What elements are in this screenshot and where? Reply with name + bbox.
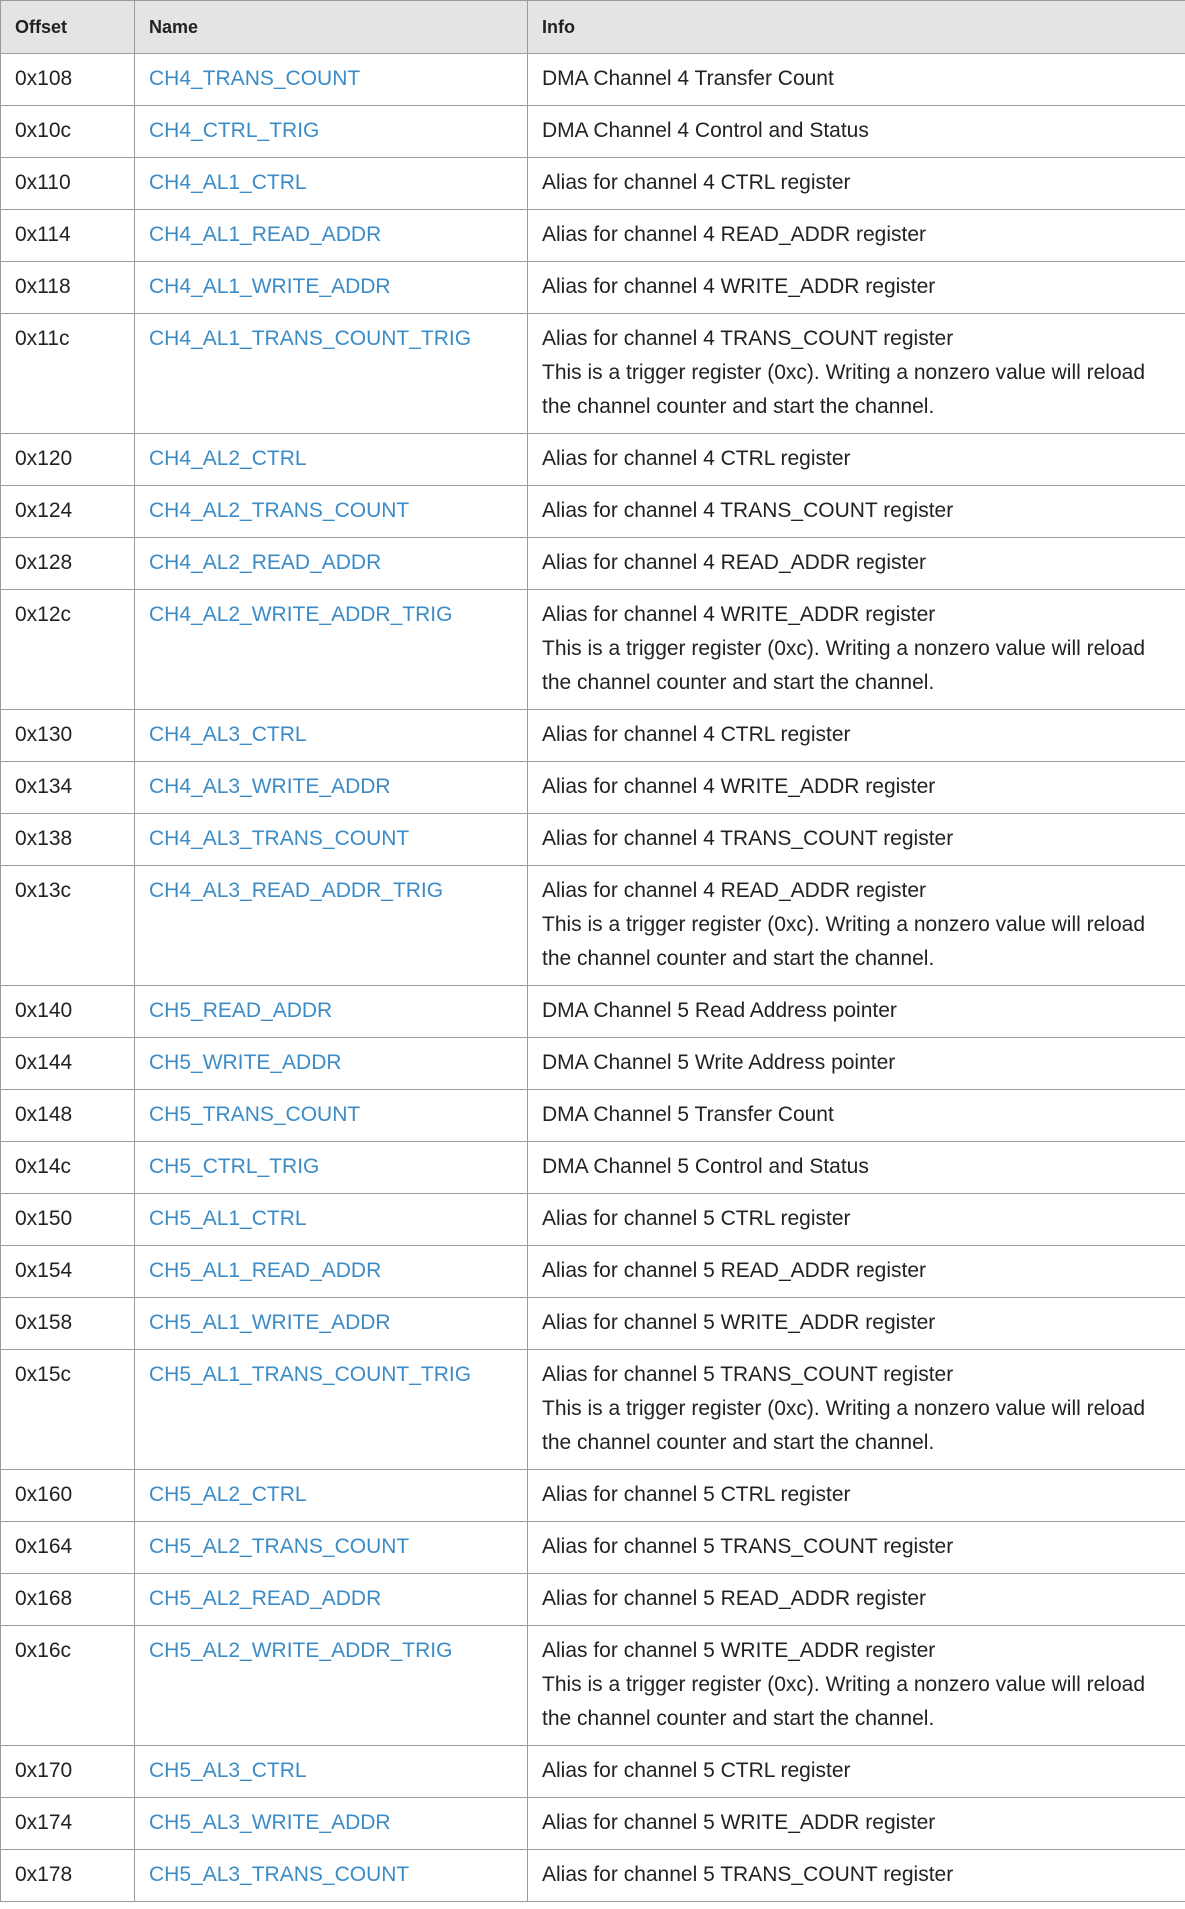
register-name-link[interactable]: CH5_AL2_TRANS_COUNT xyxy=(135,1522,528,1574)
table-row xyxy=(1,986,1185,1038)
info-description: Alias for channel 4 WRITE_ADDR register xyxy=(542,275,936,298)
table-row xyxy=(1,1470,1185,1522)
table-header xyxy=(1,1,1185,54)
register-name-link[interactable]: CH4_TRANS_COUNT xyxy=(135,54,528,106)
table-row xyxy=(1,866,1185,986)
table-row xyxy=(1,1574,1185,1626)
register-name-link[interactable]: CH4_AL1_WRITE_ADDR xyxy=(135,262,528,314)
info-description: Alias for channel 5 WRITE_ADDR register xyxy=(542,1811,936,1834)
info-cell xyxy=(528,210,1185,262)
info-cell xyxy=(528,538,1185,590)
offset-cell: 0x11c xyxy=(1,314,135,434)
offset-cell: 0x134 xyxy=(1,762,135,814)
info-cell xyxy=(528,1850,1185,1902)
table-row xyxy=(1,1246,1185,1298)
info-description: Alias for channel 4 CTRL register xyxy=(542,723,851,746)
register-name-link[interactable]: CH4_AL3_READ_ADDR_TRIG xyxy=(135,866,528,986)
offset-cell: 0x12c xyxy=(1,590,135,710)
offset-cell: 0x138 xyxy=(1,814,135,866)
info-description: Alias for channel 4 TRANS_COUNT register xyxy=(542,827,954,850)
register-name-link[interactable]: CH5_AL1_READ_ADDR xyxy=(135,1246,528,1298)
info-cell xyxy=(528,1350,1185,1470)
info-description: Alias for channel 5 READ_ADDR register xyxy=(542,1259,926,1282)
info-description: Alias for channel 5 CTRL register xyxy=(542,1759,851,1782)
table-row xyxy=(1,210,1185,262)
info-cell xyxy=(528,158,1185,210)
info-description: Alias for channel 4 CTRL register xyxy=(542,171,851,194)
info-cell xyxy=(528,1298,1185,1350)
info-note: This is a trigger register (0xc). Writing a nonzero value will reload the channel counter and start the channel. xyxy=(542,913,1146,970)
info-cell xyxy=(528,106,1185,158)
offset-cell: 0x15c xyxy=(1,1350,135,1470)
register-name-link[interactable]: CH4_AL2_READ_ADDR xyxy=(135,538,528,590)
offset-cell: 0x144 xyxy=(1,1038,135,1090)
info-cell xyxy=(528,1626,1185,1746)
info-description: Alias for channel 5 READ_ADDR register xyxy=(542,1587,926,1610)
register-name-link[interactable]: CH5_WRITE_ADDR xyxy=(135,1038,528,1090)
register-name-link[interactable]: CH4_AL2_CTRL xyxy=(135,434,528,486)
register-name-link[interactable]: CH5_AL2_CTRL xyxy=(135,1470,528,1522)
info-column-header: Info xyxy=(528,1,1185,54)
table-row xyxy=(1,710,1185,762)
offset-cell: 0x16c xyxy=(1,1626,135,1746)
register-name-link[interactable]: CH4_AL3_TRANS_COUNT xyxy=(135,814,528,866)
table-row xyxy=(1,54,1185,106)
info-cell xyxy=(528,1090,1185,1142)
register-name-link[interactable]: CH5_AL1_TRANS_COUNT_TRIG xyxy=(135,1350,528,1470)
offset-cell: 0x118 xyxy=(1,262,135,314)
register-name-link[interactable]: CH5_AL3_CTRL xyxy=(135,1746,528,1798)
info-description: Alias for channel 4 READ_ADDR register xyxy=(542,223,926,246)
table-row xyxy=(1,1038,1185,1090)
info-description: Alias for channel 4 WRITE_ADDR register xyxy=(542,775,936,798)
register-name-link[interactable]: CH5_AL2_READ_ADDR xyxy=(135,1574,528,1626)
table-row xyxy=(1,1194,1185,1246)
offset-cell: 0x178 xyxy=(1,1850,135,1902)
offset-cell: 0x140 xyxy=(1,986,135,1038)
info-description: Alias for channel 4 TRANS_COUNT register xyxy=(542,327,954,350)
info-description: Alias for channel 4 READ_ADDR register xyxy=(542,879,926,902)
info-description: Alias for channel 4 CTRL register xyxy=(542,447,851,470)
register-name-link[interactable]: CH5_READ_ADDR xyxy=(135,986,528,1038)
table-row xyxy=(1,434,1185,486)
register-name-link[interactable]: CH4_AL1_CTRL xyxy=(135,158,528,210)
register-name-link[interactable]: CH5_AL3_WRITE_ADDR xyxy=(135,1798,528,1850)
info-cell xyxy=(528,814,1185,866)
offset-cell: 0x150 xyxy=(1,1194,135,1246)
table-row xyxy=(1,1850,1185,1902)
info-cell xyxy=(528,1470,1185,1522)
register-name-link[interactable]: CH4_AL3_WRITE_ADDR xyxy=(135,762,528,814)
offset-cell: 0x154 xyxy=(1,1246,135,1298)
header-row xyxy=(1,1,1185,54)
table-row xyxy=(1,1298,1185,1350)
info-cell xyxy=(528,1574,1185,1626)
table-row xyxy=(1,1626,1185,1746)
info-cell xyxy=(528,866,1185,986)
info-cell xyxy=(528,590,1185,710)
info-description: DMA Channel 5 Control and Status xyxy=(542,1155,869,1178)
offset-column-header: Offset xyxy=(1,1,135,54)
info-description: DMA Channel 4 Control and Status xyxy=(542,119,869,142)
info-description: Alias for channel 5 TRANS_COUNT register xyxy=(542,1535,954,1558)
offset-cell: 0x13c xyxy=(1,866,135,986)
register-name-link[interactable]: CH4_AL2_WRITE_ADDR_TRIG xyxy=(135,590,528,710)
info-cell xyxy=(528,1746,1185,1798)
table-body xyxy=(1,54,1185,1902)
offset-cell: 0x170 xyxy=(1,1746,135,1798)
offset-cell: 0x114 xyxy=(1,210,135,262)
offset-cell: 0x110 xyxy=(1,158,135,210)
info-cell xyxy=(528,1038,1185,1090)
table-row xyxy=(1,762,1185,814)
name-column-header: Name xyxy=(135,1,528,54)
info-description: DMA Channel 5 Transfer Count xyxy=(542,1103,834,1126)
info-note: This is a trigger register (0xc). Writing a nonzero value will reload the channel counter and start the channel. xyxy=(542,1397,1146,1454)
table-row xyxy=(1,1798,1185,1850)
offset-cell: 0x14c xyxy=(1,1142,135,1194)
register-name-link[interactable]: CH5_AL2_WRITE_ADDR_TRIG xyxy=(135,1626,528,1746)
offset-cell: 0x148 xyxy=(1,1090,135,1142)
info-cell xyxy=(528,434,1185,486)
table-row xyxy=(1,106,1185,158)
offset-cell: 0x124 xyxy=(1,486,135,538)
table-row xyxy=(1,158,1185,210)
info-cell xyxy=(528,710,1185,762)
offset-cell: 0x120 xyxy=(1,434,135,486)
info-description: Alias for channel 5 WRITE_ADDR register xyxy=(542,1311,936,1334)
register-name-link[interactable]: CH4_AL2_TRANS_COUNT xyxy=(135,486,528,538)
table-row xyxy=(1,814,1185,866)
offset-cell: 0x128 xyxy=(1,538,135,590)
table-row xyxy=(1,1090,1185,1142)
info-cell xyxy=(528,1194,1185,1246)
info-cell xyxy=(528,262,1185,314)
table-row xyxy=(1,314,1185,434)
register-name-link[interactable]: CH5_AL3_TRANS_COUNT xyxy=(135,1850,528,1902)
info-cell xyxy=(528,54,1185,106)
info-description: DMA Channel 5 Write Address pointer xyxy=(542,1051,896,1074)
register-name-link[interactable]: CH5_AL1_WRITE_ADDR xyxy=(135,1298,528,1350)
info-cell xyxy=(528,1246,1185,1298)
offset-cell: 0x130 xyxy=(1,710,135,762)
table-row xyxy=(1,1746,1185,1798)
info-description: Alias for channel 4 WRITE_ADDR register xyxy=(542,603,936,626)
register-name-link[interactable]: CH5_TRANS_COUNT xyxy=(135,1090,528,1142)
offset-cell: 0x10c xyxy=(1,106,135,158)
info-cell xyxy=(528,762,1185,814)
offset-cell: 0x174 xyxy=(1,1798,135,1850)
info-cell xyxy=(528,1522,1185,1574)
info-description: DMA Channel 5 Read Address pointer xyxy=(542,999,897,1022)
info-note: This is a trigger register (0xc). Writing a nonzero value will reload the channel counter and start the channel. xyxy=(542,361,1146,418)
info-cell xyxy=(528,1142,1185,1194)
info-cell xyxy=(528,486,1185,538)
info-cell xyxy=(528,314,1185,434)
register-name-link[interactable]: CH4_AL3_CTRL xyxy=(135,710,528,762)
info-description: Alias for channel 5 TRANS_COUNT register xyxy=(542,1363,954,1386)
offset-cell: 0x168 xyxy=(1,1574,135,1626)
table-row xyxy=(1,486,1185,538)
info-description: DMA Channel 4 Transfer Count xyxy=(542,67,834,90)
table-row xyxy=(1,1350,1185,1470)
info-description: Alias for channel 5 CTRL register xyxy=(542,1207,851,1230)
info-description: Alias for channel 5 WRITE_ADDR register xyxy=(542,1639,936,1662)
table-row xyxy=(1,262,1185,314)
offset-cell: 0x160 xyxy=(1,1470,135,1522)
register-name-link[interactable]: CH4_AL1_READ_ADDR xyxy=(135,210,528,262)
offset-cell: 0x158 xyxy=(1,1298,135,1350)
info-description: Alias for channel 5 TRANS_COUNT register xyxy=(542,1863,954,1886)
register-name-link[interactable]: CH5_CTRL_TRIG xyxy=(135,1142,528,1194)
register-name-link[interactable]: CH5_AL1_CTRL xyxy=(135,1194,528,1246)
offset-cell: 0x164 xyxy=(1,1522,135,1574)
info-description: Alias for channel 5 CTRL register xyxy=(542,1483,851,1506)
register-name-link[interactable]: CH4_CTRL_TRIG xyxy=(135,106,528,158)
info-cell xyxy=(528,986,1185,1038)
info-note: This is a trigger register (0xc). Writing a nonzero value will reload the channel counter and start the channel. xyxy=(542,637,1146,694)
offset-cell: 0x108 xyxy=(1,54,135,106)
info-description: Alias for channel 4 READ_ADDR register xyxy=(542,551,926,574)
table-row xyxy=(1,1142,1185,1194)
info-cell xyxy=(528,1798,1185,1850)
register-name-link[interactable]: CH4_AL1_TRANS_COUNT_TRIG xyxy=(135,314,528,434)
info-description: Alias for channel 4 TRANS_COUNT register xyxy=(542,499,954,522)
table-row xyxy=(1,538,1185,590)
info-note: This is a trigger register (0xc). Writing a nonzero value will reload the channel counter and start the channel. xyxy=(542,1673,1146,1730)
table-row xyxy=(1,590,1185,710)
table-row xyxy=(1,1522,1185,1574)
